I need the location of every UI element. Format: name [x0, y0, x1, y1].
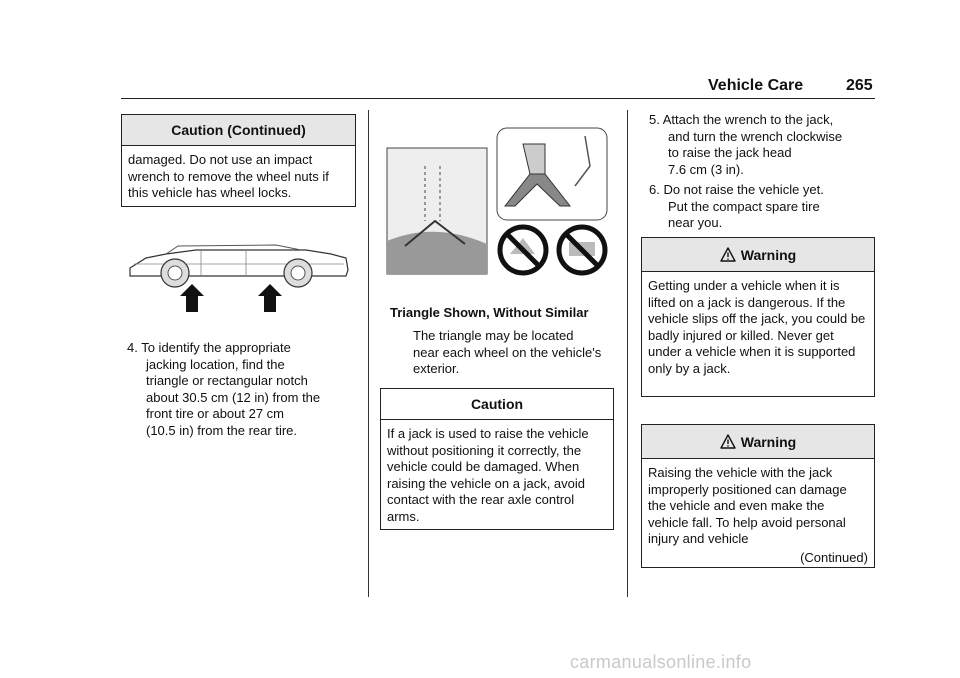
warning-box-1 — [641, 237, 875, 397]
step-6: 6. Do not raise the vehicle yet. Put the compact spare tire near you. — [649, 182, 824, 230]
warning-2-body: Raising the vehicle with the jack improperly positioned can damage the vehicle and even make the vehicle fall. To help avoid personal injury and vehicle — [648, 465, 847, 546]
warning-1-title: Warning — [740, 246, 797, 263]
step-4: 4. To identify the appropriate jacking location, find the triangle or rectangular notch about 30.5 cm (12 in) from the front tire or about 27 cm (10.5 in) from the rear tire. — [127, 340, 321, 438]
page-number: 265 — [846, 77, 873, 94]
warning-1-header — [642, 238, 874, 272]
caution-continued-box — [121, 114, 356, 207]
warning-2-title: Warning — [740, 433, 797, 450]
caution-continued-title: Caution (Continued) — [122, 115, 355, 146]
warning-box-2 — [641, 424, 875, 568]
watermark: carmanualsonline.info — [570, 652, 752, 672]
section-title: Vehicle Care — [708, 77, 804, 94]
page-header — [0, 0, 960, 100]
column-divider-2 — [627, 110, 628, 597]
step-5: 5. Attach the wrench to the jack, and turn the wrench clockwise to raise the jack head 7.6 cm (3 in). — [649, 112, 843, 177]
warning-1-body: Getting under a vehicle when it is lifted on a jack is dangerous. If the vehicle slips off the jack, you could be badly injured or killed. Never get under a vehicle when it is supported only by a jack. — [648, 278, 866, 376]
warning-2-header — [642, 425, 874, 459]
jack-triangle-illustration — [385, 126, 613, 276]
header-rule — [121, 98, 875, 99]
caution-box — [380, 388, 614, 530]
caution-body: If a jack is used to raise the vehicle without positioning it correctly, the vehicle could be damaged. When raising the vehicle on a jack, avoid contact with the rear axle control arms. — [387, 426, 589, 524]
caution-continued-body: damaged. Do not use an impact wrench to remove the wheel nuts if this vehicle has wheel locks. — [128, 152, 329, 200]
warning-icon — [720, 434, 736, 449]
figure-caption: Triangle Shown, Without Similar — [390, 305, 589, 320]
continued-label: (Continued) — [800, 549, 868, 565]
warning-icon — [720, 247, 736, 262]
column-divider-1 — [368, 110, 369, 597]
car-side-illustration — [126, 240, 352, 318]
caution-title: Caution — [381, 389, 613, 420]
triangle-note: The triangle may be located near each wheel on the vehicle's exterior. — [413, 328, 602, 376]
